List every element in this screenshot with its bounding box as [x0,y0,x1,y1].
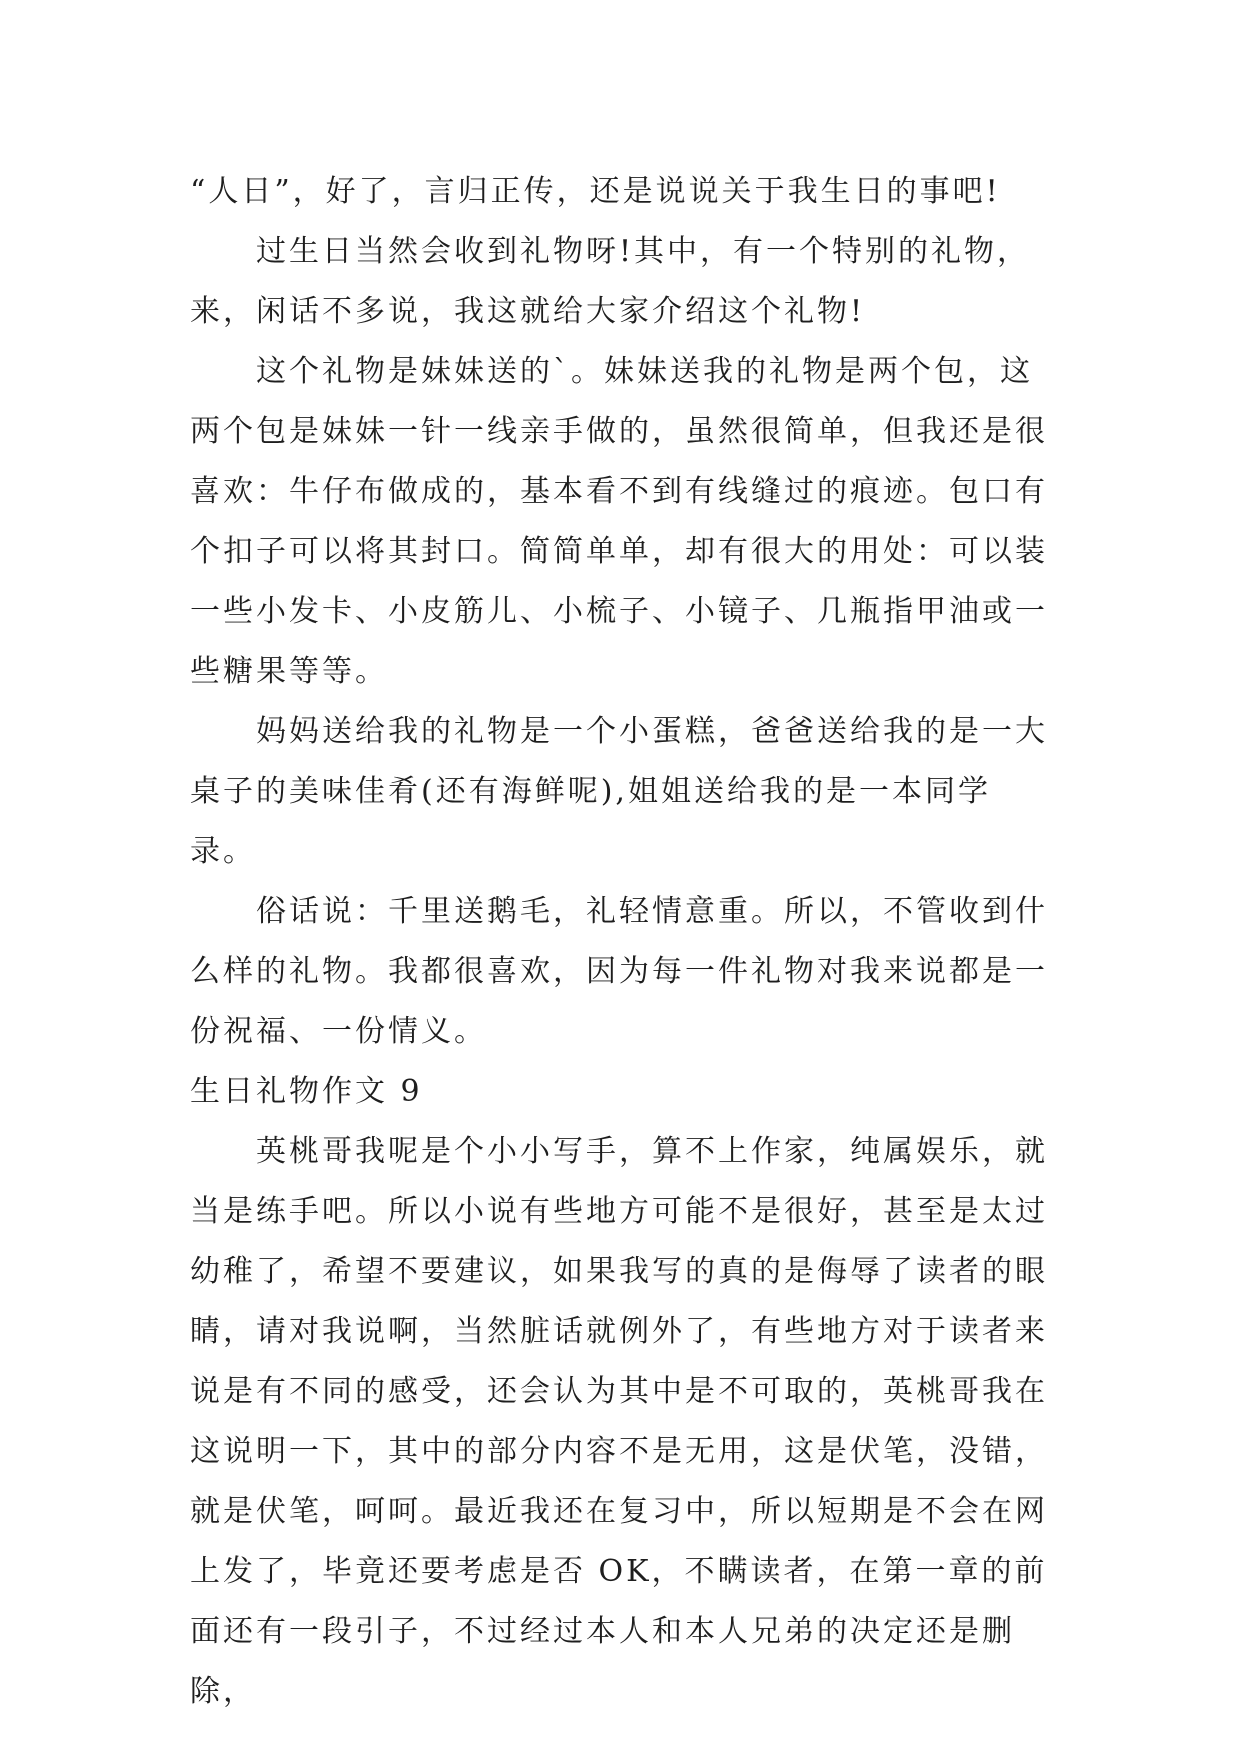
paragraph-sister-gift: 这个礼物是妹妹送的`。妹妹送我的礼物是两个包，这两个包是妹妹一针一线亲手做的，虽然很简单，但我还是很喜欢：牛仔布做成的，基本看不到有线缝过的痕迹。包口有个扣子可以将其封口。简简单单，却有很大的用处：可以装一些小发卡、小皮筋儿、小梳子、小镜子、几瓶指甲油或一些糖果等等。 [190,354,1048,689]
paragraph-intro: “人日”，好了，言归正传，还是说说关于我生日的事吧! [190,174,1001,209]
document-body [190,162,1050,1722]
paragraph-author-note: 英桃哥我呢是个小小写手，算不上作家，纯属娱乐，就当是练手吧。所以小说有些地方可能不是很好，甚至是太过幼稚了，希望不要建议，如果我写的真的是侮辱了读者的眼睛，请对我说啊，当然脏话就例外了，有些地方对于读者来说是有不同的感受，还会认为其中是不可取的，英桃哥我在这说明一下，其中的部分内容不是无用，这是伏笔，没错，就是伏笔，呵呵。最近我还在复习中，所以短期是不会在网上发了，毕竟还要考虑是否 OK，不瞒读者，在第一章的前面还有一段引子，不过经过本人和本人兄弟的决定还是删除， [190,1134,1048,1709]
paragraph-gift-intro: 过生日当然会收到礼物呀!其中，有一个特别的礼物，来，闲话不多说，我这就给大家介绍这个礼物! [190,234,1031,329]
section-heading: 生日礼物作文 9 [190,1074,423,1109]
paragraph-proverb: 俗话说：千里送鹅毛，礼轻情意重。所以，不管收到什么样的礼物。我都很喜欢，因为每一件礼物对我来说都是一份祝福、一份情义。 [190,894,1048,1049]
paragraph-parents-gift: 妈妈送给我的礼物是一个小蛋糕，爸爸送给我的是一大桌子的美味佳肴(还有海鲜呢),姐姐送给我的是一本同学录。 [190,714,1048,869]
